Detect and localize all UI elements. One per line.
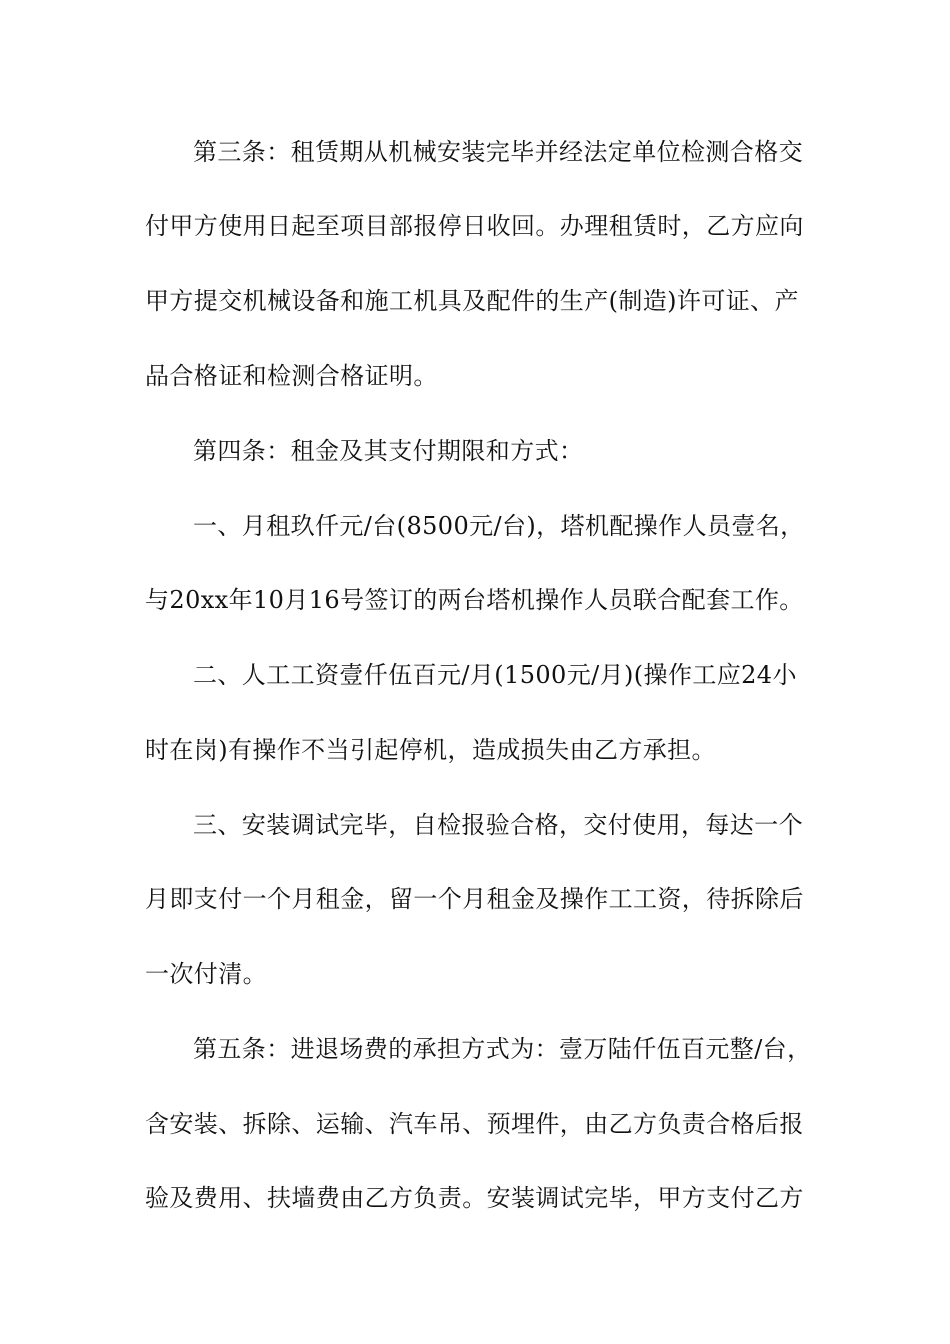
article-3-line-2: 付甲方使用日起至项目部报停日收回。办理租赁时，乙方应向 bbox=[145, 212, 804, 240]
article-5-line-3: 验及费用、扶墙费由乙方负责。安装调试完毕，甲方支付乙方 bbox=[145, 1184, 804, 1212]
clause-1-line-1: 一、月租玖仟元/台(8500元/台)，塔机配操作人员壹名， bbox=[193, 512, 805, 540]
clause-3-line-2: 月即支付一个月租金，留一个月租金及操作工工资，待拆除后 bbox=[145, 885, 804, 913]
clause-3-line-3: 一次付清。 bbox=[145, 960, 267, 988]
article-3-line-4: 品合格证和检测合格证明。 bbox=[145, 362, 438, 390]
article-4-heading: 第四条：租金及其支付期限和方式： bbox=[193, 437, 584, 465]
article-3-line-1: 第三条：租赁期从机械安装完毕并经法定单位检测合格交 bbox=[193, 138, 803, 166]
clause-3-line-1: 三、安装调试完毕，自检报验合格，交付使用，每达一个 bbox=[193, 811, 803, 839]
article-5-line-2: 含安装、拆除、运输、汽车吊、预埋件，由乙方负责合格后报 bbox=[145, 1110, 804, 1138]
clause-2-line-1: 二、人工工资壹仟伍百元/月(1500元/月)(操作工应24小 bbox=[193, 661, 797, 689]
article-3-line-3: 甲方提交机械设备和施工机具及配件的生产(制造)许可证、产 bbox=[145, 287, 799, 315]
clause-2-line-2: 时在岗)有操作不当引起停机，造成损失由乙方承担。 bbox=[145, 736, 716, 764]
article-5-line-1: 第五条：进退场费的承担方式为：壹万陆仟伍百元整/台， bbox=[193, 1035, 812, 1063]
clause-1-line-2: 与20xx年10月16号签订的两台塔机操作人员联合配套工作。 bbox=[145, 586, 804, 614]
